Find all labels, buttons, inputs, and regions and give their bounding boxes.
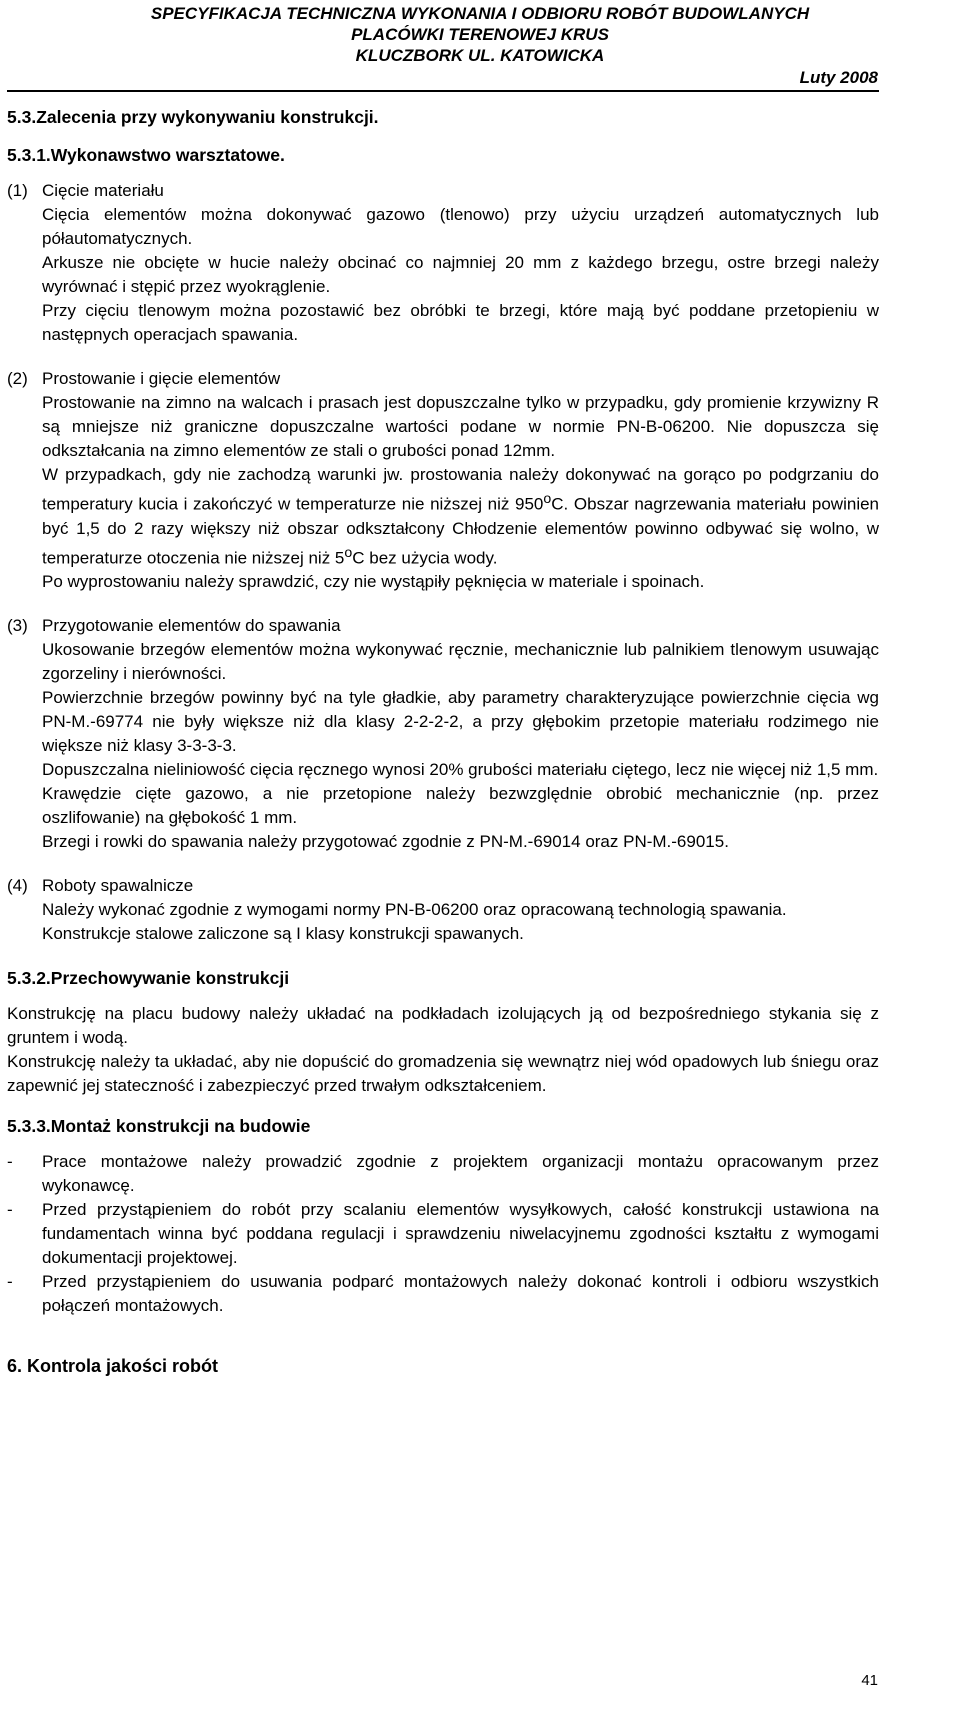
list-dash: - — [7, 1272, 13, 1292]
subsection-4-title-row — [7, 874, 879, 898]
subsection-3-paragraph-5: Brzegi i rowki do spawania należy przygotować zgodnie z PN-M.-69014 oraz PN-M.-69015. — [42, 832, 729, 852]
list-item-text: Przed przystąpieniem do usuwania podparć montażowych należy dokonać kontroli i odbioru wszystkich połączeń montażowych. — [42, 1272, 879, 1316]
subsection-2-paragraph-2 — [42, 463, 879, 570]
section-heading-5-3: 5.3.Zalecenia przy wykonywaniu konstrukcji. — [7, 107, 379, 127]
list-item — [7, 1198, 879, 1270]
subsection-2-straightening — [7, 367, 879, 594]
subsection-1-number: (1) — [7, 181, 28, 200]
subsection-2-paragraph-3: Po wyprostowaniu należy sprawdzić, czy nie wystąpiły pęknięcia w materiale i spoinach. — [42, 572, 705, 592]
subsection-3-paragraph-1: Ukosowanie brzegów elementów można wykonywać ręcznie, mechanicznie lub palnikiem tlenowym usuwając zgorzeliny i nierówności. — [42, 640, 879, 684]
subsection-1-title-row — [7, 179, 879, 203]
subsection-4-welding — [7, 874, 879, 946]
subsection-4-number: (4) — [7, 876, 28, 896]
subsection-3-paragraph-4: Krawędzie cięte gazowo, a nie przetopione należy bezwzględnie obrobić mechanicznie (np. przez oszlifowanie) na głębokość 1 mm. — [42, 784, 879, 828]
subsection-3-weld-preparation — [7, 614, 879, 854]
section-heading-5-3-3: 5.3.3.Montaż konstrukcji na budowie — [7, 1116, 311, 1137]
header-date: Luty 2008 — [799, 68, 878, 87]
subsection-1-paragraph-2: Arkusze nie obcięte w hucie należy obcinać co najmniej 20 mm z każdego brzegu, ostre brzegi należy wyrównać i stępić przez wyokrąglenie. — [42, 253, 879, 296]
subsection-3-title: Przygotowanie elementów do spawania — [42, 616, 341, 636]
subsection-1-cutting — [7, 179, 879, 347]
degree-superscript-1: o — [543, 491, 552, 507]
list-item — [7, 1150, 879, 1198]
header-title-line-1: SPECYFIKACJA TECHNICZNA WYKONANIA I ODBIORU ROBÓT BUDOWLANYCH — [150, 4, 810, 23]
subsection-1-paragraph-1: Cięcia elementów można dokonywać gazowo (tlenowo) przy użyciu urządzeń automatycznych lub półautomatycznych. — [42, 205, 879, 248]
list-dash: - — [7, 1152, 13, 1172]
subsection-3-title-row — [7, 614, 879, 638]
subsection-2-title-row — [7, 367, 879, 391]
subsection-3-number: (3) — [7, 616, 28, 636]
subsection-3-paragraph-3: Dopuszczalna nieliniowość cięcia ręcznego wynosi 20% grubości materiału ciętego, lecz nie więcej niż 1,5 mm. — [42, 760, 879, 780]
storage-paragraph-2: Konstrukcję należy ta układać, aby nie dopuścić do gromadzenia się wewnątrz niej wód opadowych lub śniegu oraz zapewnić jej stateczność i zabezpieczyć przed trwałym odkształceniem. — [7, 1052, 879, 1096]
chapter-heading-6: 6. Kontrola jakości robót — [7, 1356, 219, 1377]
header-title-line-2: PLACÓWKI TERENOWEJ KRUS — [351, 25, 609, 44]
subsection-3-body — [42, 638, 879, 854]
header-divider — [7, 90, 879, 92]
list-item — [7, 1270, 879, 1318]
subsection-2-paragraph-2-part-b: C. Obszar nagrzewania materiału powinien być 1,5 do 2 razy większy niż obszar odkształcony Chłodzenie elementów powinno odbywać się wolno, w temperaturze otoczenia nie niższej niż 5 — [42, 494, 879, 568]
subsection-4-title: Roboty spawalnicze — [42, 876, 194, 896]
list-item-text: Prace montażowe należy prowadzić zgodnie z projektem organizacji montażu opracowanym przez wykonawcę. — [42, 1152, 879, 1196]
subsection-2-paragraph-2-part-a: W przypadkach, gdy nie zachodzą warunki jw. prostowania należy dokonywać na gorąco po podgrzaniu do temperatury kucia i zakończyć w temperaturze nie niższej niż 950 — [42, 465, 879, 514]
section-heading-5-3-2: 5.3.2.Przechowywanie konstrukcji — [7, 968, 290, 989]
subsection-4-paragraph-2: Konstrukcje stalowe zaliczone są I klasy konstrukcji spawanych. — [42, 924, 524, 944]
subsection-4-paragraph-1: Należy wykonać zgodnie z wymogami normy PN-B-06200 oraz opracowaną technologią spawania. — [42, 900, 787, 920]
header-title-line-3: KLUCZBORK UL. KATOWICKA — [355, 46, 605, 65]
subsection-2-title: Prostowanie i gięcie elementów — [42, 369, 281, 388]
document-body — [7, 105, 879, 1392]
subsection-2-body — [42, 391, 879, 594]
degree-superscript-2: o — [344, 544, 353, 561]
storage-body — [7, 1002, 879, 1098]
subsection-1-paragraph-3: Przy cięciu tlenowym można pozostawić bez obróbki te brzegi, które mają być poddane przetopieniu w następnych operacjach spawania. — [42, 301, 879, 344]
list-dash: - — [7, 1200, 13, 1220]
subsection-4-body — [42, 898, 879, 946]
subsection-1-title: Cięcie materiału — [42, 181, 164, 200]
subsection-2-paragraph-2-part-c: C bez użycia wody. — [352, 548, 498, 568]
page-number: 41 — [861, 1672, 878, 1689]
subsection-2-number: (2) — [7, 369, 28, 388]
list-item-text: Przed przystąpieniem do robót przy scalaniu elementów wysyłkowych, całość konstrukcji ustawiona na fundamentach winna być poddana regulacji i sprawdzeniu niwelacyjnemu zgodności kształtu z wymogami dokumentacji projektowej. — [42, 1200, 879, 1268]
subsection-3-paragraph-2: Powierzchnie brzegów powinny być na tyle gładkie, aby parametry charakteryzujące powierzchnie cięcia wg PN-M.-69774 nie były większe niż dla klasy 2-2-2-2, a przy głębokim przetopie materiału rodzimego nie większe niż klasy 3-3-3-3. — [42, 688, 879, 756]
section-heading-5-3-1: 5.3.1.Wykonawstwo warsztatowe. — [7, 145, 285, 165]
subsection-1-body — [42, 203, 879, 347]
assembly-list — [7, 1150, 879, 1318]
storage-paragraph-1: Konstrukcję na placu budowy należy układać na podkładach izolujących ją od bezpośredniego stykania się z gruntem i wodą. — [7, 1004, 879, 1048]
subsection-2-paragraph-1: Prostowanie na zimno na walcach i prasach jest dopuszczalne tylko w przypadku, gdy promienie krzywizny R są mniejsze niż graniczne dopuszczalne wartości podane w normie PN-B-06200. Nie dopuszcza się odkształcania na zimno elementów ze stali o grubości ponad 12mm. — [42, 393, 879, 460]
